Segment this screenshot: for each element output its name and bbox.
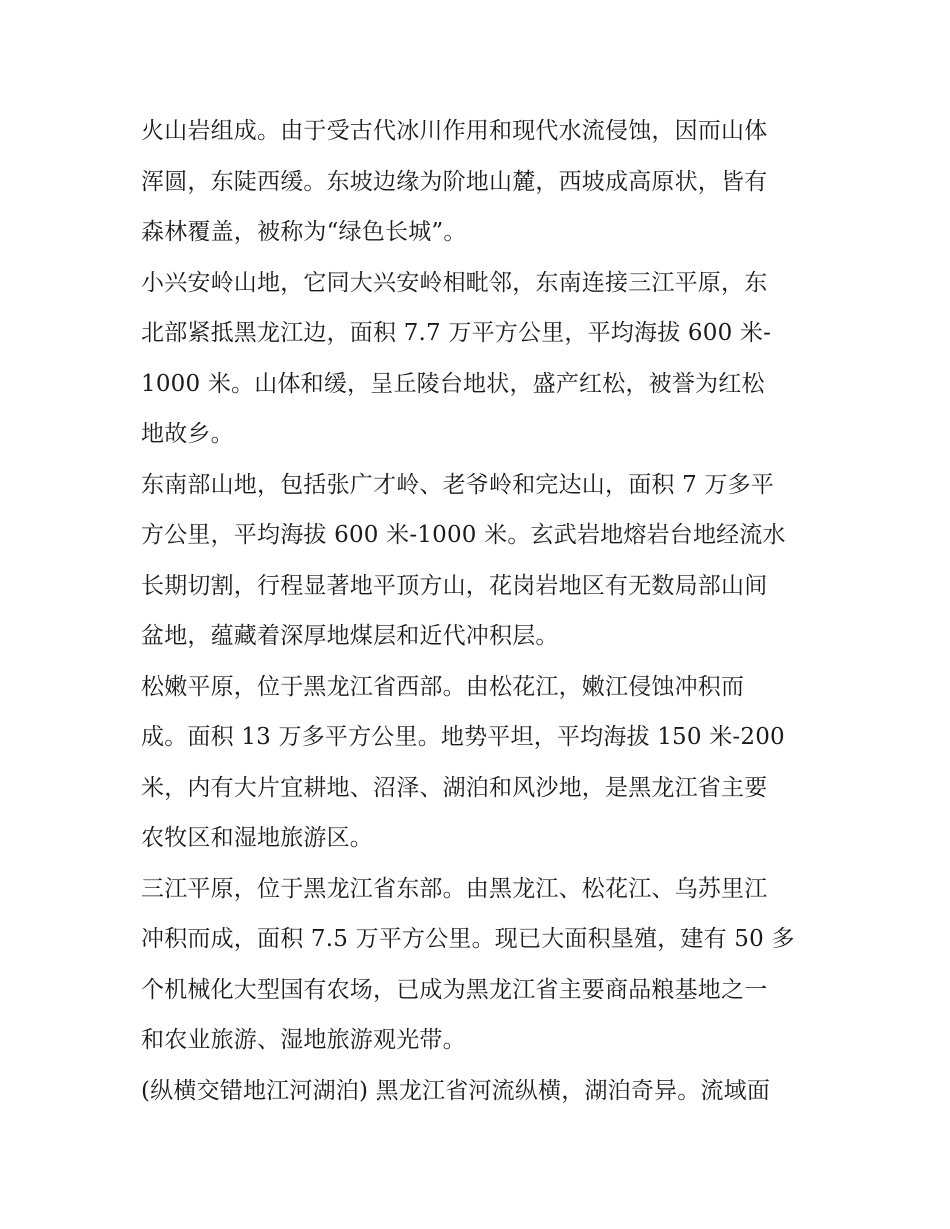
text-line: 1000 米。山体和缓，呈丘陵台地状，盛产红松，被誉为红松 [141,370,765,397]
text-line: 小兴安岭山地，它同大兴安岭相毗邻，东南连接三江平原，东 [141,269,768,296]
text-line: 个机械化大型国有农场，已成为黑龙江省主要商品粮基地之一 [141,976,768,1003]
text-line: 松嫩平原，位于黑龙江省西部。由松花江，嫩江侵蚀冲积而 [141,673,745,700]
text-line: 盆地，蕴藏着深厚地煤层和近代冲积层。 [141,623,559,649]
text-line: 方公里，平均海拔 600 米-1000 米。玄武岩地熔岩台地经流水 [141,522,786,548]
text-line: 地故乡。 [141,421,234,447]
text-line: 农牧区和湿地旅游区。 [141,825,373,851]
text-line: 和农业旅游、湿地旅游观光带。 [141,1027,466,1053]
text-line: 长期切割，行程显著地平顶方山，花岗岩地区有无数局部山间 [141,572,768,599]
document-body [141,106,816,1116]
text-line: (纵横交错地江河湖泊) 黑龙江省河流纵横，湖泊奇异。流域面 [141,1077,771,1104]
text-line: 森林覆盖，被称为“绿色长城”。 [141,219,467,245]
text-line: 成。面积 13 万多平方公里。地势平坦，平均海拔 150 米-200 [141,724,785,750]
text-line: 三江平原，位于黑龙江省东部。由黑龙江、松花江、乌苏里江 [141,875,768,902]
text-line: 东南部山地，包括张广才岭、老爷岭和完达山，面积 7 万多平 [141,471,775,498]
text-line: 米，内有大片宜耕地、沼泽、湖泊和风沙地，是黑龙江省主要 [141,774,768,801]
text-line: 浑圆，东陡西缓。东坡边缘为阶地山麓，西坡成高原状，皆有 [141,168,768,195]
text-line: 北部紧抵黑龙江边，面积 7.7 万平方公里，平均海拔 600 米- [141,320,772,346]
text-line: 冲积而成，面积 7.5 万平方公里。现已大面积垦殖，建有 50 多 [141,926,795,952]
text-line: 火山岩组成。由于受古代冰川作用和现代水流侵蚀，因而山体 [141,118,768,144]
